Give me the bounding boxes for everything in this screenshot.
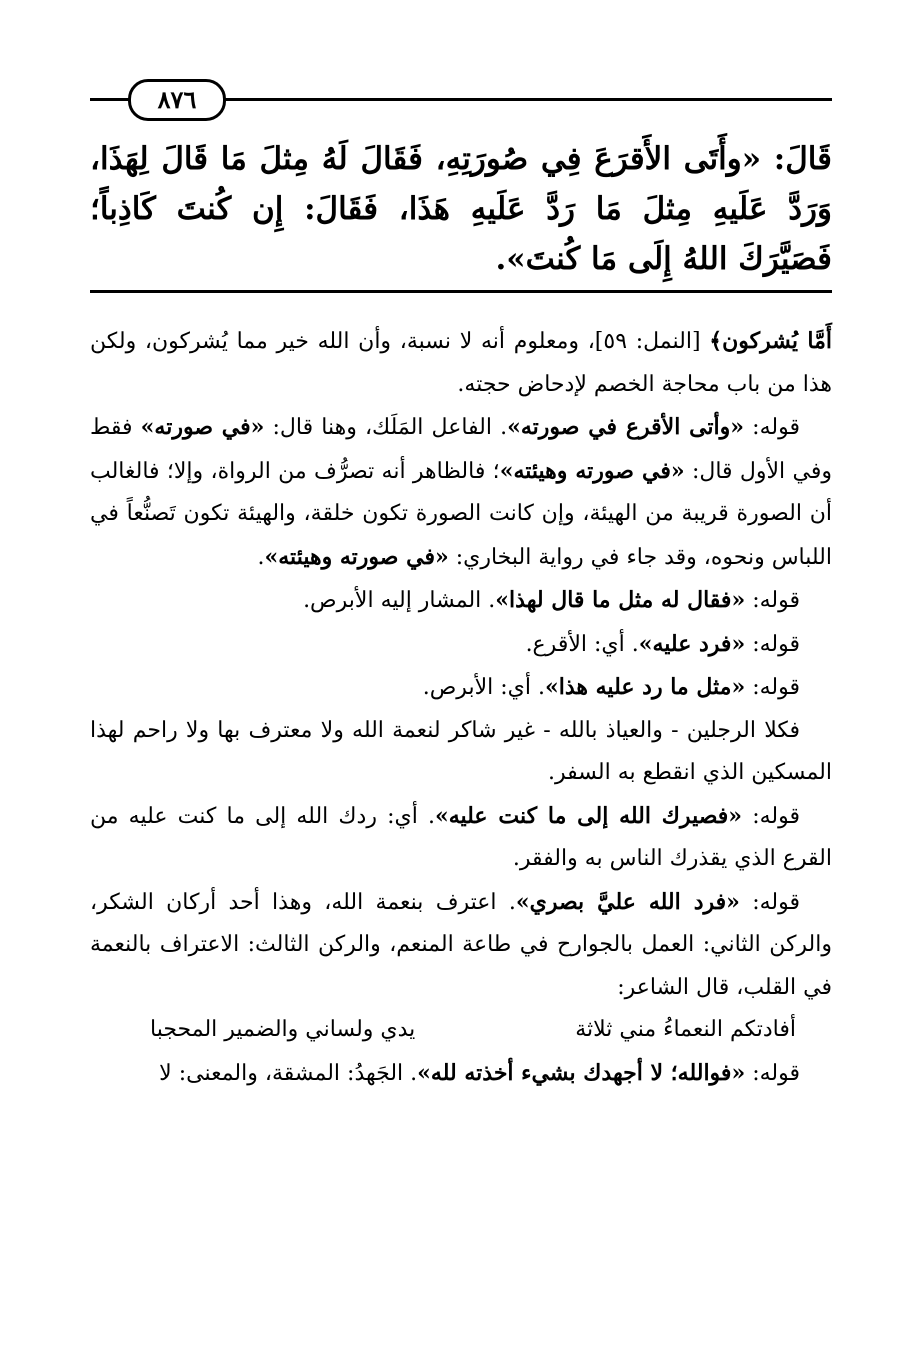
- paragraph-text: ؛ فالظاهر أنه تصرُّف من الرواة، وإلا؛ فالغالب أن الصورة قريبة من الهيئة، وإن كانت الصورة تكون خلقة، والهيئة تكون تَصنُّعاً في اللباس ونحوه، وقد جاء في رواية البخاري:: [90, 458, 832, 570]
- commentary-paragraph: [90, 406, 832, 579]
- section-divider: [90, 290, 832, 293]
- quoted-text: «فوالله؛ لا أجهدك بشيء أخذته لله»: [417, 1059, 746, 1086]
- paragraph-text: .: [257, 544, 265, 570]
- paragraph-text: فقط وفي الأول قال:: [90, 415, 832, 484]
- quoted-text: «وأتى الأقرع في صورته»: [507, 414, 745, 440]
- paragraph-text: قوله:: [745, 1060, 800, 1086]
- paragraph-text: . اعترف بنعمة الله، وهذا أحد أركان الشكر، والركن الثاني: العمل بالجوارح في طاعة المنعم، والركن الثالث: الاعتراف بالنعمة في القلب، قال الشاعر:: [90, 889, 832, 1000]
- quoted-text: «فرد عليه»: [638, 630, 746, 657]
- paragraph-text: فكلا الرجلين - والعياذ بالله - غير شاكر لنعمة الله ولا معترف بها ولا راحم لهذا المسكين الذي انقطع به السفر.: [90, 717, 832, 785]
- commentary-paragraph: [90, 1052, 832, 1096]
- commentary: [90, 320, 832, 1095]
- paragraph-text: قوله:: [745, 588, 800, 613]
- paragraph-text: قوله:: [739, 889, 800, 915]
- hadith-line: قَالَ: «وأَتَى الأَقرَعَ فِي صُورَتِهِ، فَقَالَ لَهُ مِثلَ مَا قَالَ لِهَذَا، وَرَدَّ عَلَيهِ: [90, 141, 832, 227]
- commentary-paragraph: [90, 579, 832, 623]
- quoted-text: أَمَّا يُشركون﴾: [709, 328, 832, 354]
- paragraph-text: [النمل: ٥٩]، ومعلوم أنه لا نسبة، وأن الله خير مما يُشركون، ولكن هذا من باب محاجة الخصم لإدحاض حجته.: [90, 329, 832, 397]
- verse-hemistich: أفادتكم النعماءُ مني ثلاثة: [575, 1017, 796, 1042]
- quoted-text: «في صورته»: [140, 414, 265, 440]
- paragraph-text: قوله:: [744, 415, 800, 440]
- commentary-paragraph: [90, 666, 832, 710]
- paragraph-text: . الفاعل المَلَك، وهنا قال:: [264, 415, 508, 440]
- commentary-paragraph: [90, 795, 832, 881]
- quoted-text: «فرد الله عليَّ بصري»: [515, 888, 740, 915]
- quoted-text: «فصيرك الله إلى ما كنت عليه»: [434, 802, 743, 829]
- verse-hemistich: يدي ولساني والضمير المحجبا: [150, 1017, 416, 1042]
- paragraph-text: . أي: ردك الله إلى ما كنت عليه من القرع الذي يقذرك الناس به والفقر.: [90, 803, 832, 871]
- hadith-text: [90, 134, 832, 284]
- quoted-text: «في صورته وهيئته»: [499, 457, 685, 484]
- paragraph-text: . الجَهدُ: المشقة، والمعنى: لا: [159, 1060, 418, 1086]
- commentary-paragraph: [90, 710, 832, 795]
- quoted-text: «فقال له مثل ما قال لهذا»: [495, 587, 746, 613]
- paragraph-text: . المشار إليه الأبرص.: [303, 588, 496, 613]
- paragraph-text: . أي: الأبرص.: [422, 675, 545, 700]
- commentary-paragraph: [90, 881, 832, 1010]
- paragraph-text: قوله:: [745, 631, 800, 657]
- hadith-line: مِثلَ مَا رَدَّ عَلَيهِ هَذَا، فَقَالَ: إِن كُنتَ كَاذِباً؛ فَصَيَّرَكَ اللهُ إِلَى مَا كُنتَ».: [90, 191, 832, 277]
- quoted-text: «مثل ما رد عليه هذا»: [544, 674, 746, 700]
- paragraph-text: قوله:: [745, 675, 800, 700]
- page-number: ٨٧٦: [128, 79, 226, 121]
- paragraph-text: . أي: الأقرع.: [525, 631, 639, 657]
- poetry-verse: [90, 1009, 832, 1052]
- page-header: [90, 76, 832, 116]
- commentary-paragraph: [90, 623, 832, 667]
- commentary-paragraph: [90, 320, 832, 406]
- quoted-text: «في صورته وهيئته»: [264, 543, 449, 570]
- paragraph-text: قوله:: [742, 803, 800, 829]
